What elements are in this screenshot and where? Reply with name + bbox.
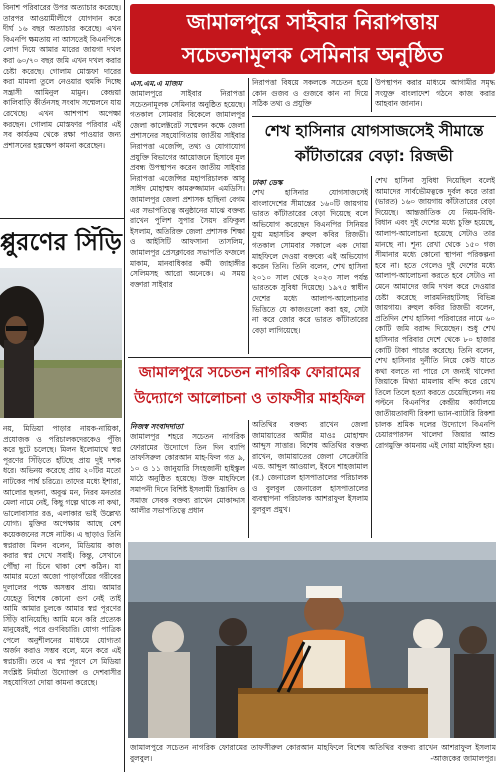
forum-col-2: অতিথির বক্তব্য রাখেন জেলা জামায়াতের আমীর মাওঃ মোহাম্মদ আব্দুস সাত্তার। বিশেষ অতিথির বক্তব্য রাখেন, জামায়াতের জেলা সেক্রেটারি এড. আব্দুল আওয়াল, ইবনে শাহজামাল (র.) জেনারেল হাসপাতালের পরিচালক ও বুলবুল জেনারেল হাসপাতালের ব্যবস্থাপনা পরিচালক আশরাফুল ইসলাম বুলবুল প্রমুখ।	[252, 420, 368, 514]
column-divider	[248, 78, 249, 354]
column-divider	[371, 78, 372, 112]
caption-text: জামালপুরে সচেতন নাগরিক ফোরামের তাফসীরুল কোরআন মাহফিলে বিশেষ অতিথির বক্তব্য রাখেন আশরাফুল ইসলাম বুলবুল।	[130, 743, 496, 763]
sheikh-headline-line-1: শেখ হাসিনার যোগসাজসেই সীমান্তে	[264, 122, 484, 140]
cyber-byline: এস.এম.এ মাজম	[130, 79, 182, 88]
sheikh-headline-line-2: কাঁটাতারের বেড়া: রিজভী	[295, 147, 453, 165]
left-bottom-article-text: নয়, মিডিয়া পাড়ার নায়ক-নায়িকা, প্রযোজক ও পরিচালকদেরকেও পুঁজি করে ছুটে চলেছে। মিলন ইলোমাথে স্বপ্ন পূরণের সিঁড়িতে হাঁটছে প্রায় দুই দশক ধরে। অভিনয় করেছে প্রায় ২০টির মতো নাটকের পার্শ্ব চরিত্রে। তাদের মধ্যে ইশারা, আলোর ছলনা, অবুঝ মন, নিরব মনতার মেলা নামে নেই, কিছু গল্পে থাকে না কথা, ভালোবাসার রঙ, এলাকার ভাই উল্লেখ্য যোগ্য। মুক্তির অপেক্ষায় আছে বেশ কয়েকজনের সঙ্গে নাটক। এ ছাড়াও তিনি স্বপ্নরাজ মিলন বলেন, মিডিয়ায় কাজ করার স্বপ্ন দেখে সবাই। কিন্তু, সেখানে পৌঁছা না চিনে থাকা বেশ কঠিন। যা আমার মতো অজো পাড়াগাঁয়ের গরীবের দুলালের পক্ষে অসম্ভব প্রায়। আমার যেহেতু বিশেষ কোনো গুণ নেই তাই আমি আমার চুলকে আমার স্বপ্ন পূরণের সিঁড়ি বানিয়েছি। আমি মনে করি প্রত্যেক মানুষেরই, পরে গুণবিচারি। যোগ্য পাত্রিক পেলে অনুশীলনের মাধ্যমে যোগ্যতা অর্জন করাও সম্ভব বলে, মনে করে এই স্বপ্নচারী। তবে এ স্বপ্ন পূরণে সে মিডিয়া সংশ্লিষ্ট নির্মাতা উদ্যোক্তা ও দেশবাসীর সহযোগিতা দোয়া কামনা করেছে।	[3, 424, 121, 688]
cyber-col-2: নিরাপত্তা বিষয়ে সকলকে সচেতন হয়ে কোন গুজব ও গুজবে কান না দিয়ে সঠিক তথ্য ও প্রযুক্তি	[252, 78, 368, 109]
divider	[252, 116, 496, 117]
left-headline: প্পুরণের সিঁড়ি	[0, 228, 122, 256]
speaker-at-podium-photo	[128, 542, 496, 738]
forum-col-1: জামালপুর শহরে সচেতন নাগরিক ফোরামের উদ্যোগে তিন দিন ব্যাপি তাফসিরুল কোরআন মাহ-ফিল গত ৯, ১০ ও ১১ জানুয়ারি সিংহজানী হাইস্কুল মাঠে অনুষ্ঠিত হয়েছে। উক্ত মাহফিলে সমাপনী দিনে বিশিষ্ট ইসলামী চিন্তাবিদ ও সমাজ সেবক বক্তব্য রাখেন মোকাদ্দাস আলীর সভাপতিত্বে প্রধান	[130, 432, 245, 516]
caption-credit: -আজকের জামালপুর।	[430, 754, 496, 763]
column-divider	[124, 0, 125, 772]
cyber-headline-banner	[130, 4, 495, 74]
sheikh-col-2: শেখ হাসিনা সুবিধা দিয়েছিল বলেই আমাদের সার্বভৌমত্বকে দুর্বল করে তারা (ভারত) ১৬০ জায়গায় কাঁটাতারের বেড়া দিয়েছে। আন্তর্জাতিক যে নিয়ম-বিধি-বিধান এবং দুই দেশের মধ্যে চুক্তি হয়েছে, আলাপ-আলোচনা হয়েছে সেটাও তার মানছে না। শূন্য রেখা থেকে ১৫০ গজ সীমানার মধ্যে কোনো স্থাপনা পরিকল্পনা হবে না। হতে গেলেও দুই দেশের মধ্যে আলাপ-আলোচনা করতে হবে সেটাও না মেনে আমাদের জমি দখল করে দেওয়ার চেষ্টা করেছে লারমনিরহাটসহ বিভিন্ন জায়গায়। রুহুল কবির রিজভী বলেন, প্রতিদিন শেখ হাসিনা পরিবারের নামে ৬০ কোটি জমি বরাদ্দ দিয়েছেন। শুধু শেখ হাসিনার পরিবার দেশে থেকে ৮০ হাজার কোটি টাকা পাচার করেছে। তিনি বলেন, শেখ হাসিনার দুর্নীতি নিয়ে কেউ যাতে কথা বলতে না পারে সে জন্যই খালেদা জিয়াকে মিথ্যা মামলায় বন্দি করে রেখে তিলে তিলে হত্যা করতে চেয়েছিলেন। নয় পল্টনে বিএনপির কেন্দ্রীয় কার্যালয়ে জাতীয়তাবাদী রিকশা ভ্যান-ব্যাটারি রিকশা চালক শ্রমিক দলের উদ্যোগে বিএনপি চেয়ারপারসন খালেদা জিয়ার আশু রোগমুক্তি কামনায় এই দোয়া মাহফিল হয়।	[375, 176, 495, 450]
column-divider	[371, 176, 372, 538]
photo-caption	[130, 742, 496, 770]
forum-byline: নিজস্ব সংবাদদাতা	[130, 422, 183, 431]
portrait-photo	[0, 268, 122, 418]
forum-headline	[128, 360, 371, 416]
banner-line-2: সচেতনামূলক সেমিনার অনুষ্ঠিত	[181, 43, 444, 67]
left-article-photo	[0, 268, 122, 418]
banner-line-1: জামালপুরে সাইবার নিরাপত্তায়	[186, 10, 439, 34]
forum-headline-line-1: জামালপুরে সচেতন নাগরিক ফোরামের	[138, 365, 361, 381]
cyber-col-3: উপস্থাপন করার মাধ্যমে আগামীর সমৃদ্ধ সংযুক্ত বাংলাদেশ গঠনে কাজ করার আহবান জানান।	[375, 78, 495, 109]
sheikh-col-1: শেখ হাসিনার যোগসাজসেই বাংলাদেশের সীমান্তের ১৬০টি জায়গায় ভারত কাঁটাতারের বেড়া দিয়েছে বলে অভিযোগ করেছেন বিএনপির সিনিয়র যুগ্ম মহাসচিব রুহুল কবির রিজভী। গতকাল সোমবার সকালে এক দোয়া মাহফিলে দেওয়া বক্তব্যে এই অভিযোগ করেন তিনি। তিনি বলেন, শেখ হাসিনা ২০১০ সাল থেকে ২০২৩ সাল পর্যন্ত ভারতকে সুবিধা দিয়েছে। ১৯৭৫ স্বাধীন দেশের মধ্যে আলাপ-আলোচনার ভিত্তিতে যে কাজগুলো করা হয়, সেটা না করে জোর করে ভারত কাঁটাতারের বেড়া লাগিয়েছে।	[252, 188, 368, 335]
sheikh-headline	[252, 119, 496, 171]
divider	[0, 218, 124, 219]
left-top-article-text: বিনাশ পরিবারের উপর অত্যাচার করেছে। তারপর আওয়ামীলীগে যোগদান করে দীর্ঘ ১৬ বছর অত্যাচার করেছে। এখন বিএনপি ক্ষমতায় না আসতেই বিএনপিকে লোগ দিয়ে আমার মারের জায়গা দখল করা ৬০/৭০ বছর জমি এখন দখল করার চেষ্টা করেছে। গোলাম মোস্তফা দারের করা মামলা তুলে নেওয়ার হুমকি দিচ্ছে সন্ত্রাসী আমিনুল মামুন। কেন্দ্রয়া কালিবাড়ি কীর্তনসহ সংবাদ সম্মেলনে যায় রেখেছে। এখন আশপাশ অপেক্ষা করছেন। গোলাম মোস্তফার পরিবার এই সব কার্যক্রম থেকে রক্ষা পাওয়ার জন্য প্রশাসনের হস্তক্ষেপ কামনা করেছেন।	[3, 3, 121, 150]
divider	[128, 357, 371, 358]
forum-headline-line-2: উদ্যোগে আলোচনা ও তাফসীর মাহফিল	[134, 391, 365, 407]
sheikh-byline: ঢাকা ডেস্ক	[252, 178, 283, 187]
column-divider	[248, 420, 249, 538]
event-photo	[128, 542, 496, 738]
cyber-col-1: জামালপুরে সাইবার নিরাপত্তা সচেতনামূলক সেমিনার অনুষ্ঠিত হয়েছে। গতকাল সোমবার বিকেলে জামালপুর জেলা কালেক্টরেট সম্মেলন কক্ষে জেলা প্রশাসনের সহযোগিতায় জাতীয় সাইবার নিরাপত্তা এজেন্সি, তথ্য ও যোগাযোগ প্রযুক্তি বিভাগের আয়োজনে হিসাবে মূল প্রবন্ধ উপস্থাপন করেন জাতীয় সাইবার নিরাপত্তা এজেন্সির মহাপরিচালক আবু সাঈদ মোহাম্মদ কামরুজ্জামান এমডিসি। জামালপুর জেলা প্রশাসক হাছিনা বেগম এর সভাপতিত্বে অনুষ্ঠানের মাঝে বক্তব্য রাখেন পুলিশ সুপার সৈয়দ রফিকুল ইসলাম, অতিরিক্ত জেলা প্রশাসক শিক্ষা ও আইসিটি আফসানা তাসলিম, জামালপুর প্রেসক্লাবের সভাপতি ফজলে মাকাম, মানবাধিকার কর্মী জাহাঙ্গীর সেলিমসহ আরো অনেকে। এ সময় বক্তারা সাইবার	[130, 89, 245, 289]
